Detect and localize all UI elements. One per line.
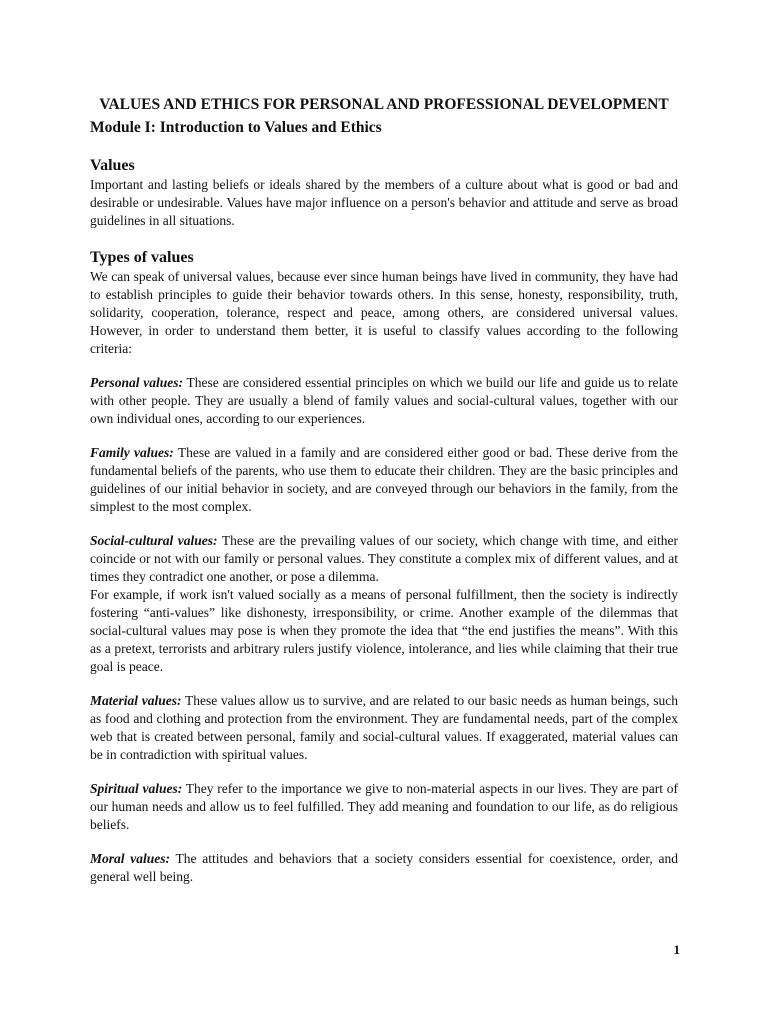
document-page xyxy=(90,94,678,886)
personal-values-paragraph xyxy=(90,374,678,428)
section-heading-values: Values xyxy=(90,157,135,174)
social-cultural-values-text: These are the prevailing values of our society, which change with time, and either coincide or not with our family or personal values. They constitute a complex mix of different values, and at times they contradict one another, or pose a dilemma. xyxy=(90,533,678,584)
material-values-term: Material values: xyxy=(90,693,182,708)
social-cultural-example-paragraph: For example, if work isn't valued socially as a means of personal fulfillment, then the society is indirectly fostering “anti-values” like dishonesty, irresponsibility, or crime. Another example of the dilemmas that social-cultural values may pose is when they promote the idea that “the end justifies the means”. With this as a pretext, terrorists and arbitrary rulers justify violence, intolerance, and lies while claiming that their true goal is peace. xyxy=(90,587,678,674)
personal-values-text: These are considered essential principles on which we build our life and guide us to relate with other people. They are usually a blend of family values and social-cultural values, together with our own individual ones, according to our experiences. xyxy=(90,375,678,426)
section-heading-types-of-values: Types of values xyxy=(90,249,194,266)
material-values-paragraph xyxy=(90,692,678,764)
moral-values-paragraph xyxy=(90,850,678,886)
page-number: 1 xyxy=(673,942,680,957)
social-cultural-values-term: Social-cultural values: xyxy=(90,533,218,548)
family-values-paragraph xyxy=(90,444,678,516)
material-values-text: These values allow us to survive, and are related to our basic needs as human beings, such as food and clothing and protection from the environment. They are fundamental needs, part of the complex web that is created between personal, family and social-cultural values. If exaggerated, material values can be in contradiction with spiritual values. xyxy=(90,693,678,762)
spiritual-values-term: Spiritual values: xyxy=(90,781,183,796)
moral-values-term: Moral values: xyxy=(90,851,170,866)
moral-values-text: The attitudes and behaviors that a society considers essential for coexistence, order, and general well being. xyxy=(90,851,678,884)
spiritual-values-paragraph xyxy=(90,780,678,834)
social-cultural-values-paragraph xyxy=(90,532,678,586)
spiritual-values-text: They refer to the importance we give to non-material aspects in our lives. They are part of our human needs and allow us to feel fulfilled. They add meaning and foundation to our life, as do religious beliefs. xyxy=(90,781,678,832)
personal-values-term: Personal values: xyxy=(90,375,184,390)
family-values-text: These are valued in a family and are considered either good or bad. These derive from the fundamental beliefs of the parents, who use them to educate their children. They are the basic principles and guidelines of our initial behavior in society, and are conveyed through our behaviors in the family, from the simplest to the most complex. xyxy=(90,445,678,514)
module-heading: Module I: Introduction to Values and Ethics xyxy=(90,119,382,136)
document-title: VALUES AND ETHICS FOR PERSONAL AND PROFESSIONAL DEVELOPMENT xyxy=(99,96,669,113)
types-intro-paragraph: We can speak of universal values, because ever since human beings have lived in community, they have had to establish principles to guide their behavior towards others. In this sense, honesty, responsibility, truth, solidarity, cooperation, tolerance, respect and peace, among others, are considered universal values. However, in order to understand them better, it is useful to classify values according to the following criteria: xyxy=(90,269,678,356)
values-definition: Important and lasting beliefs or ideals shared by the members of a culture about what is good or bad and desirable or undesirable. Values have major influence on a person's behavior and attitude and serve as broad guidelines in all situations. xyxy=(90,177,678,228)
family-values-term: Family values: xyxy=(90,445,174,460)
